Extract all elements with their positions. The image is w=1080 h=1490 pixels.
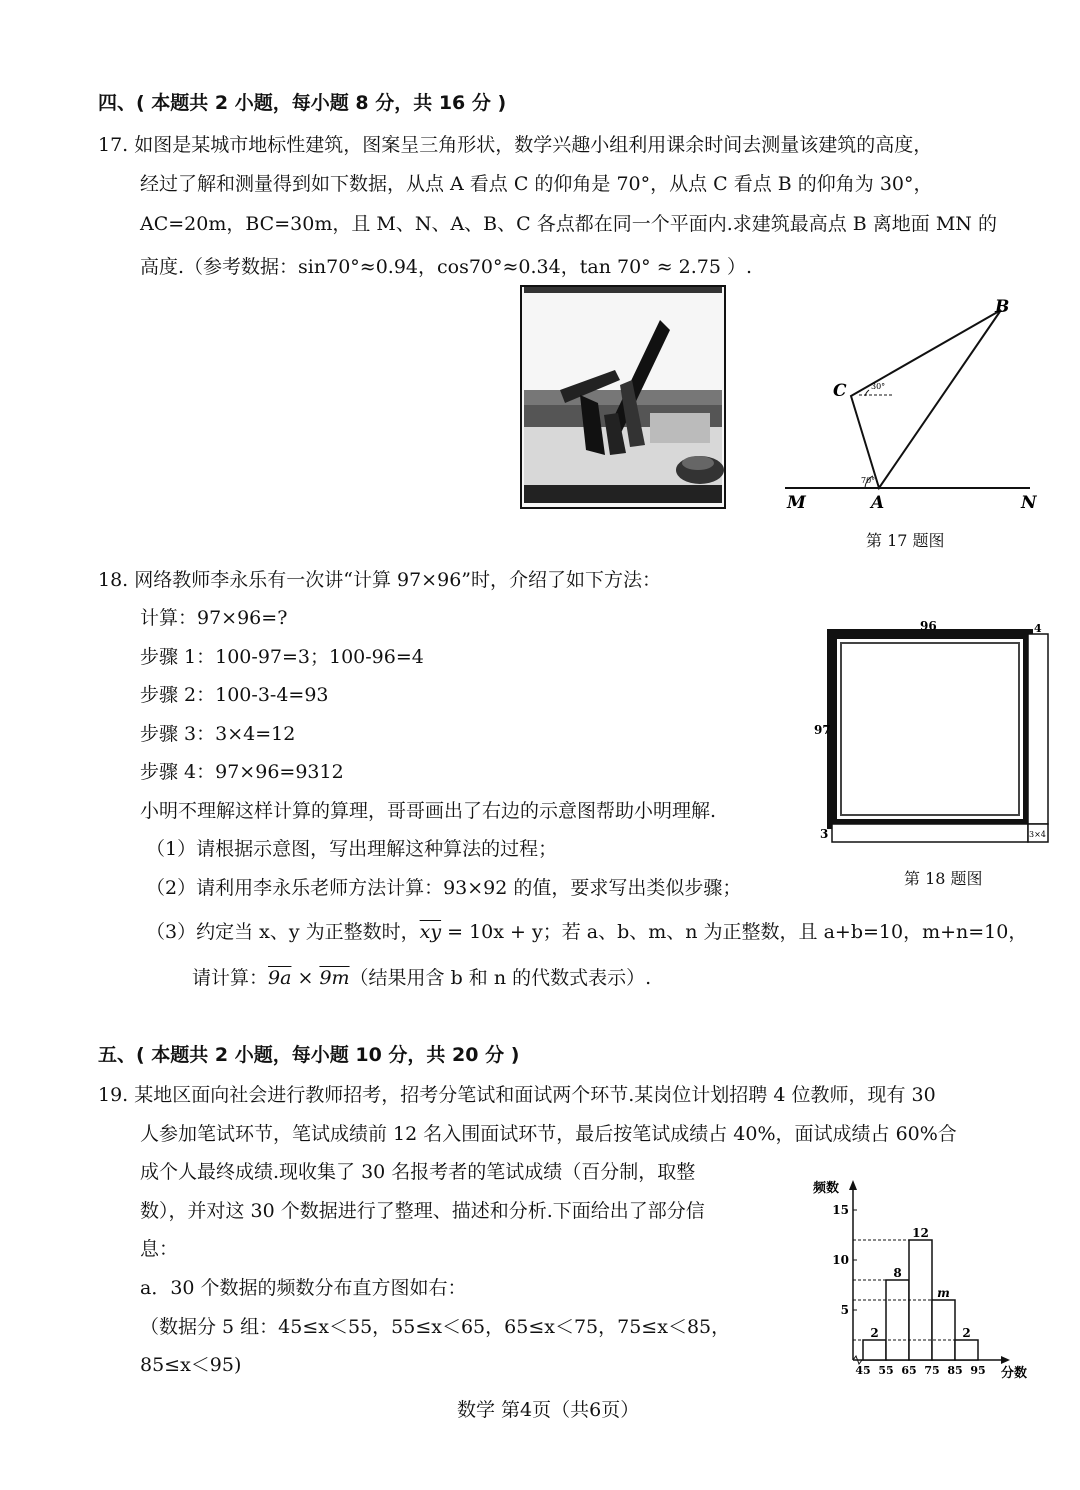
page-footer: 数学 第4页（共6页） <box>457 1399 640 1421</box>
label-C: C <box>833 381 847 401</box>
q17-line-4: 高度.（参考数据：sin70°≈0.94，cos70°≈0.34，tan 70° ≈ 2.75 ）. <box>140 256 753 278</box>
hist-x-tick-label: 45 <box>855 1364 871 1377</box>
hist-bar <box>886 1280 909 1360</box>
q18-line-2: 计算：97×96=? <box>140 607 288 629</box>
q19-line-6: a．30 个数据的频数分布直方图如右： <box>140 1277 467 1299</box>
label-4: 4 <box>1034 622 1042 635</box>
q17-line-3: AC=20m，BC=30m，且 M、N、A、B、C 各点都在同一个平面内.求建筑最高点 B 离地面 MN 的 <box>140 213 997 235</box>
hist-x-tick-label: 85 <box>947 1364 963 1377</box>
hist-ylabel: 频数 <box>813 1181 840 1196</box>
q19-line-2: 人参加笔试环节，笔试成绩前 12 名入围面试环节，最后按笔试成绩占 40%，面试成绩占 60%合 <box>140 1123 957 1145</box>
q17-line-1: 17. 如图是某城市地标性建筑，图案呈三角形状，数学兴趣小组利用课余时间去测量该建筑的高度， <box>98 134 933 156</box>
q18-part3-c: = 10x + y；若 a、b、m、n 为正整数，且 a+b=10，m+n=10， <box>441 921 1028 943</box>
hist-data-label: 2 <box>870 1326 879 1340</box>
label-3x4: 3×4 <box>1029 830 1046 839</box>
hist-bar <box>932 1300 955 1360</box>
q18-calc-e: （结果用含 b 和 n 的代数式表示）. <box>349 967 652 989</box>
q18-line-5: 步骤 3：3×4=12 <box>140 723 296 745</box>
q17-line-2: 经过了解和测量得到如下数据，从点 A 看点 C 的仰角是 70°，从点 C 看点 B 的仰角为 30°， <box>140 173 933 195</box>
hist-data-label: 2 <box>962 1326 971 1340</box>
hist-x-arrow <box>1001 1356 1010 1364</box>
hist-x-tick-label: 95 <box>970 1364 986 1377</box>
q18-part3-a: （3）约定当 x、y 为正整数时， <box>146 921 420 943</box>
label-3: 3 <box>820 827 829 841</box>
q19-line-8: 85≤x＜95) <box>140 1354 242 1376</box>
q18-overline-xy: $\overline{xy}$ <box>419 921 442 943</box>
label-96: 96 <box>920 619 937 633</box>
q18-calc-times: × <box>291 967 320 989</box>
q19-line-4: 数），并对这 30 个数据进行了整理、描述和分析.下面给出了部分信 <box>140 1200 705 1222</box>
label-angle-30: 30° <box>871 382 886 391</box>
q17-caption: 第 17 题图 <box>866 531 945 550</box>
label-M: M <box>787 493 806 513</box>
q18-line-4: 步骤 2：100-3-4=93 <box>140 684 329 706</box>
hist-bar <box>955 1340 978 1360</box>
hist-xlabel: 分数 <box>1001 1366 1028 1381</box>
hist-y-arrow <box>849 1180 857 1190</box>
hist-data-label: m <box>937 1286 950 1300</box>
hist-x-tick-label: 75 <box>924 1364 940 1377</box>
q18-line-6: 步骤 4：97×96=9312 <box>140 761 344 783</box>
building-photo <box>520 285 726 509</box>
q18-caption: 第 18 题图 <box>904 869 983 888</box>
label-B: B <box>995 297 1010 317</box>
q18-line-3: 步骤 1：100-97=3；100-96=4 <box>140 646 424 668</box>
section-4-header: 四、( 本题共 2 小题，每小题 8 分，共 16 分 ) <box>98 92 507 114</box>
q18-calc-a: 请计算： <box>192 967 269 989</box>
q19-line-1: 19. 某地区面向社会进行教师招考，招考分笔试和面试两个环节.某岗位计划招聘 4 位教师，现有 30 <box>98 1084 936 1106</box>
hist-x-tick-label: 65 <box>901 1364 917 1377</box>
q18-square-diagram <box>810 618 1055 850</box>
label-97: 97 <box>814 723 831 737</box>
q18-overline-9a: 9a <box>268 967 292 989</box>
q18-overline-9m: 9m <box>319 967 350 989</box>
section-5-header: 五、( 本题共 2 小题，每小题 10 分，共 20 分 ) <box>98 1044 520 1066</box>
q18-calc-line <box>192 966 651 990</box>
hist-x-tick-label: 55 <box>878 1364 894 1377</box>
label-A: A <box>871 493 885 513</box>
hist-data-label: 8 <box>893 1266 902 1280</box>
q17-triangle-diagram <box>775 290 1045 520</box>
hist-data-label: 12 <box>912 1226 929 1240</box>
hist-y-tick-label: 15 <box>832 1203 849 1217</box>
q18-line-7: 小明不理解这样计算的算理，哥哥画出了右边的示意图帮助小明理解. <box>140 800 717 822</box>
hist-y-tick-label: 10 <box>832 1253 849 1267</box>
q19-line-3: 成个人最终成绩.现收集了 30 名报考者的笔试成绩（百分制，取整 <box>140 1161 696 1183</box>
q18-line-8: （1）请根据示意图，写出理解这种算法的过程； <box>146 838 558 860</box>
q19-line-7: （数据分 5 组：45≤x＜55，55≤x＜65，65≤x＜75，75≤x＜85， <box>140 1316 731 1338</box>
q18-line-1: 18. 网络教师李永乐有一次讲“计算 97×96”时，介绍了如下方法： <box>98 569 661 591</box>
q18-line-9: （2）请利用李永乐老师方法计算：93×92 的值，要求写出类似步骤； <box>146 877 742 899</box>
label-N: N <box>1021 493 1037 513</box>
q19-line-5: 息： <box>140 1238 179 1260</box>
hist-y-tick-label: 5 <box>840 1303 849 1317</box>
label-angle-70: 70° <box>861 476 876 485</box>
q18-part3-line <box>146 920 1027 944</box>
hist-bar <box>863 1340 886 1360</box>
frequency-histogram <box>805 1172 1035 1384</box>
